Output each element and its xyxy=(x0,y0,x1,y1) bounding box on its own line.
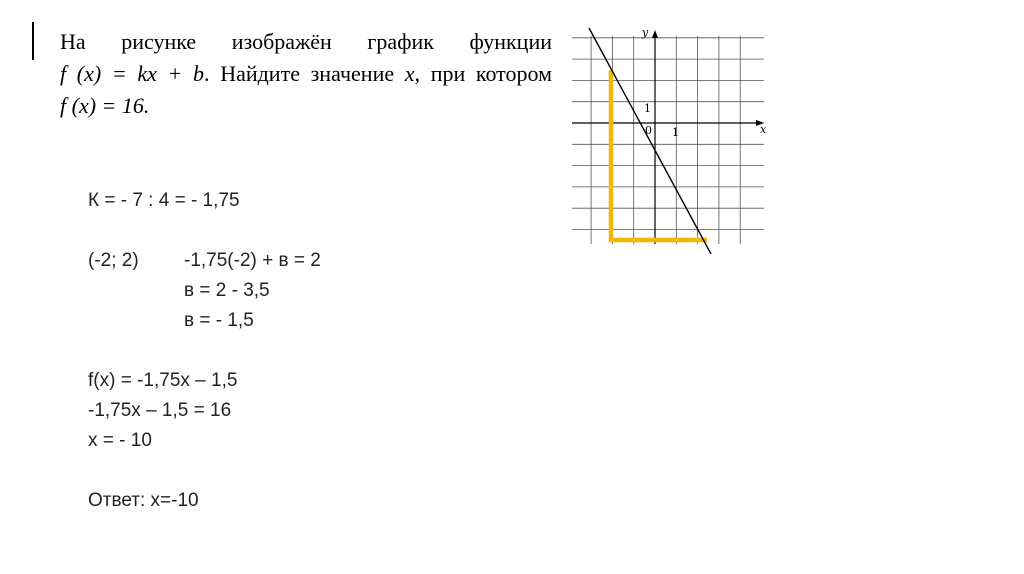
text-cursor-bar xyxy=(32,22,34,60)
equation-3: в = - 1,5 xyxy=(184,310,254,331)
unit-x-label: 1 xyxy=(672,126,679,139)
function-expression: f (x) = kx + b xyxy=(60,61,205,86)
function-line xyxy=(589,28,711,254)
problem-line-3 xyxy=(60,90,552,122)
equation-4: -1,75x – 1,5 = 16 xyxy=(88,400,232,421)
function-formula: f(x) = -1,75x – 1,5 xyxy=(88,370,238,391)
problem-statement xyxy=(60,26,552,122)
solution-block xyxy=(88,186,508,516)
problem-line-2-tail: , при котором xyxy=(414,61,552,86)
point-substitution-row xyxy=(88,246,508,276)
problem-line-2 xyxy=(60,58,552,90)
function-graph xyxy=(568,26,774,254)
y-axis-arrow xyxy=(652,30,658,38)
equation-5: x = - 10 xyxy=(88,430,152,451)
x-axis-label: x xyxy=(760,123,767,136)
graph-svg xyxy=(568,26,774,254)
grid-lines xyxy=(572,36,764,244)
equation-3-row xyxy=(88,306,508,336)
y-axis-label: y xyxy=(642,26,649,39)
function-condition: f (x) = 16. xyxy=(60,93,150,118)
point-coordinates: (-2; 2) xyxy=(88,250,139,271)
origin-label: 0 xyxy=(645,124,652,137)
equation-2: в = 2 - 3,5 xyxy=(184,280,270,301)
problem-line-2-text: . Найдите значение xyxy=(204,61,395,86)
answer-line: Ответ: x=-10 xyxy=(88,490,199,511)
slope-calculation: К = - 7 : 4 = - 1,75 xyxy=(88,190,240,211)
variable-x: x xyxy=(404,61,415,86)
equation-1: -1,75(-2) + в = 2 xyxy=(184,250,321,271)
unit-y-label: 1 xyxy=(644,102,651,115)
problem-line-1: На рисунке изображён график функции xyxy=(60,29,552,54)
equation-2-row xyxy=(88,276,508,306)
